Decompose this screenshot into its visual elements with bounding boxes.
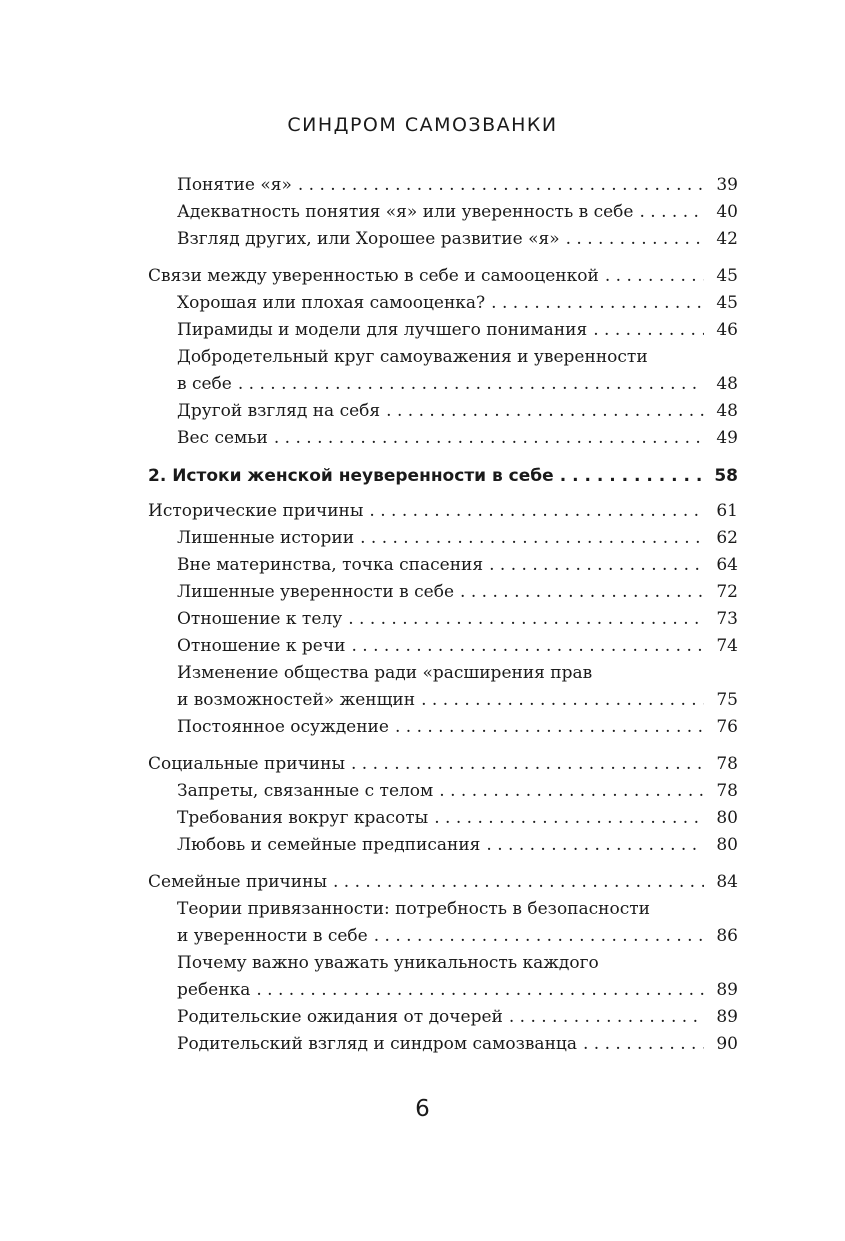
toc-entry-page: 48 bbox=[716, 374, 738, 394]
toc-section-group bbox=[148, 751, 738, 859]
toc-section-group bbox=[148, 263, 738, 452]
toc-section-group bbox=[148, 172, 738, 253]
toc-entry-page: 45 bbox=[716, 293, 738, 313]
toc-leader-dots bbox=[374, 923, 704, 950]
toc-leader-dots bbox=[274, 425, 704, 452]
toc-entry-page: 73 bbox=[716, 609, 738, 629]
toc-entry-page: 61 bbox=[716, 501, 738, 521]
toc-leader-dots bbox=[509, 1004, 704, 1031]
toc-entry-label: Связи между уверенностью в себе и самооценкой bbox=[148, 266, 599, 286]
toc-subsection-entry[interactable] bbox=[148, 199, 738, 226]
toc-entry-page: 86 bbox=[716, 926, 738, 946]
toc-subsection-entry[interactable] bbox=[148, 606, 738, 633]
toc-entry-label: и уверенности в себе bbox=[177, 926, 368, 946]
toc-subsection-entry[interactable] bbox=[148, 226, 738, 253]
toc-entry-label: Требования вокруг красоты bbox=[177, 808, 429, 828]
toc-leader-dots bbox=[348, 606, 704, 633]
toc-entry-label: Понятие «я» bbox=[177, 175, 292, 195]
toc-entry-label: Социальные причины bbox=[148, 754, 345, 774]
toc-leader-dots bbox=[256, 977, 704, 1004]
running-head: СИНДРОМ САМОЗВАНКИ bbox=[287, 114, 558, 136]
toc-subsection-entry[interactable] bbox=[148, 172, 738, 199]
toc-subsection-entry[interactable] bbox=[148, 371, 738, 398]
toc-chapter-group bbox=[148, 462, 738, 490]
toc-entry-first-line: Теории привязанности: потребность в безопасности bbox=[177, 899, 650, 919]
toc-leader-dots bbox=[489, 552, 704, 579]
toc-subsection-entry[interactable] bbox=[148, 579, 738, 606]
toc-leader-dots bbox=[351, 751, 704, 778]
toc-subsection-entry[interactable] bbox=[148, 778, 738, 805]
toc-entry-label: 2. Истоки женской неуверенности в себе bbox=[148, 466, 554, 486]
toc-entry-label: Родительский взгляд и синдром самозванца bbox=[177, 1034, 577, 1054]
toc-section-entry[interactable] bbox=[148, 263, 738, 290]
toc-entry-page: 80 bbox=[716, 808, 738, 828]
toc-leader-dots bbox=[439, 778, 704, 805]
toc-leader-dots bbox=[460, 579, 704, 606]
toc-entry-label: Адекватность понятия «я» или уверенность в себе bbox=[177, 202, 634, 222]
toc-leader-dots bbox=[434, 805, 704, 832]
toc-section-group bbox=[148, 498, 738, 741]
toc-entry-first-line: Добродетельный круг самоуважения и уверенности bbox=[177, 347, 648, 367]
toc-section-group bbox=[148, 869, 738, 1058]
toc-entry-page: 90 bbox=[716, 1034, 738, 1054]
toc-entry-page: 48 bbox=[716, 401, 738, 421]
toc-entry-label: Семейные причины bbox=[148, 872, 327, 892]
toc-entry-page: 45 bbox=[716, 266, 738, 286]
toc-leader-dots bbox=[605, 263, 704, 290]
toc-subsection-entry[interactable] bbox=[148, 923, 738, 950]
page-number: 6 bbox=[415, 1096, 430, 1122]
toc-leader-dots bbox=[560, 462, 704, 490]
toc-entry-page: 46 bbox=[716, 320, 738, 340]
toc-entry-label: Хорошая или плохая самооценка? bbox=[177, 293, 486, 313]
toc-subsection-entry[interactable] bbox=[148, 805, 738, 832]
toc-entry-label: ребенка bbox=[177, 980, 251, 1000]
toc-entry-page: 64 bbox=[716, 555, 738, 575]
toc-subsection-entry[interactable] bbox=[148, 1004, 738, 1031]
toc-entry-page: 49 bbox=[716, 428, 738, 448]
toc-entry-label: Отношение к телу bbox=[177, 609, 343, 629]
toc-entry-label: и возможностей» женщин bbox=[177, 690, 416, 710]
toc-leader-dots bbox=[386, 398, 704, 425]
toc-entry-page: 74 bbox=[716, 636, 738, 656]
toc-entry-page: 40 bbox=[716, 202, 738, 222]
table-of-contents bbox=[148, 172, 738, 1068]
toc-leader-dots bbox=[566, 226, 704, 253]
toc-entry-label: Взгляд других, или Хорошее развитие «я» bbox=[177, 229, 560, 249]
toc-entry-label: Другой взгляд на себя bbox=[177, 401, 381, 421]
toc-entry-label: Вес семьи bbox=[177, 428, 268, 448]
toc-leader-dots bbox=[298, 172, 704, 199]
toc-entry-page: 75 bbox=[716, 690, 738, 710]
toc-subsection-entry[interactable] bbox=[148, 525, 738, 552]
toc-subsection-entry[interactable] bbox=[148, 290, 738, 317]
toc-leader-dots bbox=[360, 525, 704, 552]
toc-leader-dots bbox=[491, 290, 704, 317]
toc-entry-label: Вне материнства, точка спасения bbox=[177, 555, 484, 575]
toc-entry-page: 76 bbox=[716, 717, 738, 737]
toc-entry-label: Отношение к речи bbox=[177, 636, 346, 656]
toc-entry-first-line: Изменение общества ради «расширения прав bbox=[177, 663, 593, 683]
toc-entry-page: 58 bbox=[714, 466, 738, 486]
toc-section-entry[interactable] bbox=[148, 751, 738, 778]
toc-entry-page: 89 bbox=[716, 980, 738, 1000]
toc-section-entry[interactable] bbox=[148, 869, 738, 896]
toc-leader-dots bbox=[395, 714, 704, 741]
toc-entry-page: 42 bbox=[716, 229, 738, 249]
toc-leader-dots bbox=[486, 832, 704, 859]
toc-subsection-entry[interactable] bbox=[148, 714, 738, 741]
toc-entry-page: 89 bbox=[716, 1007, 738, 1027]
toc-leader-dots bbox=[351, 633, 704, 660]
toc-leader-dots bbox=[593, 317, 704, 344]
toc-subsection-entry[interactable] bbox=[148, 633, 738, 660]
toc-entry-label: в себе bbox=[177, 374, 232, 394]
toc-subsection-entry[interactable] bbox=[148, 977, 738, 1004]
toc-leader-dots bbox=[333, 869, 704, 896]
toc-leader-dots bbox=[583, 1031, 704, 1058]
toc-entry-page: 78 bbox=[716, 754, 738, 774]
toc-entry-first-line: Почему важно уважать уникальность каждого bbox=[177, 953, 599, 973]
toc-entry-page: 84 bbox=[716, 872, 738, 892]
toc-entry-label: Запреты, связанные с телом bbox=[177, 781, 434, 801]
toc-leader-dots bbox=[238, 371, 704, 398]
toc-subsection-entry[interactable] bbox=[148, 1031, 738, 1058]
toc-subsection-entry[interactable] bbox=[148, 317, 738, 344]
toc-subsection-entry[interactable] bbox=[148, 687, 738, 714]
toc-leader-dots bbox=[369, 498, 704, 525]
toc-entry-page: 72 bbox=[716, 582, 738, 602]
toc-entry-label: Пирамиды и модели для лучшего понимания bbox=[177, 320, 588, 340]
toc-entry-page: 39 bbox=[716, 175, 738, 195]
toc-entry-label: Лишенные истории bbox=[177, 528, 355, 548]
toc-entry-page: 78 bbox=[716, 781, 738, 801]
toc-entry-label: Лишенные уверенности в себе bbox=[177, 582, 455, 602]
toc-entry-page: 62 bbox=[716, 528, 738, 548]
toc-entry-label: Исторические причины bbox=[148, 501, 364, 521]
toc-leader-dots bbox=[421, 687, 704, 714]
toc-chapter-entry[interactable] bbox=[148, 462, 738, 490]
toc-entry-label: Постоянное осуждение bbox=[177, 717, 389, 737]
toc-entry-label: Родительские ожидания от дочерей bbox=[177, 1007, 503, 1027]
toc-subsection-entry[interactable] bbox=[148, 398, 738, 425]
toc-leader-dots bbox=[639, 199, 704, 226]
toc-entry-page: 80 bbox=[716, 835, 738, 855]
toc-section-entry[interactable] bbox=[148, 498, 738, 525]
toc-subsection-entry[interactable] bbox=[148, 832, 738, 859]
toc-subsection-entry[interactable] bbox=[148, 425, 738, 452]
toc-subsection-entry[interactable] bbox=[148, 552, 738, 579]
toc-entry-label: Любовь и семейные предписания bbox=[177, 835, 481, 855]
